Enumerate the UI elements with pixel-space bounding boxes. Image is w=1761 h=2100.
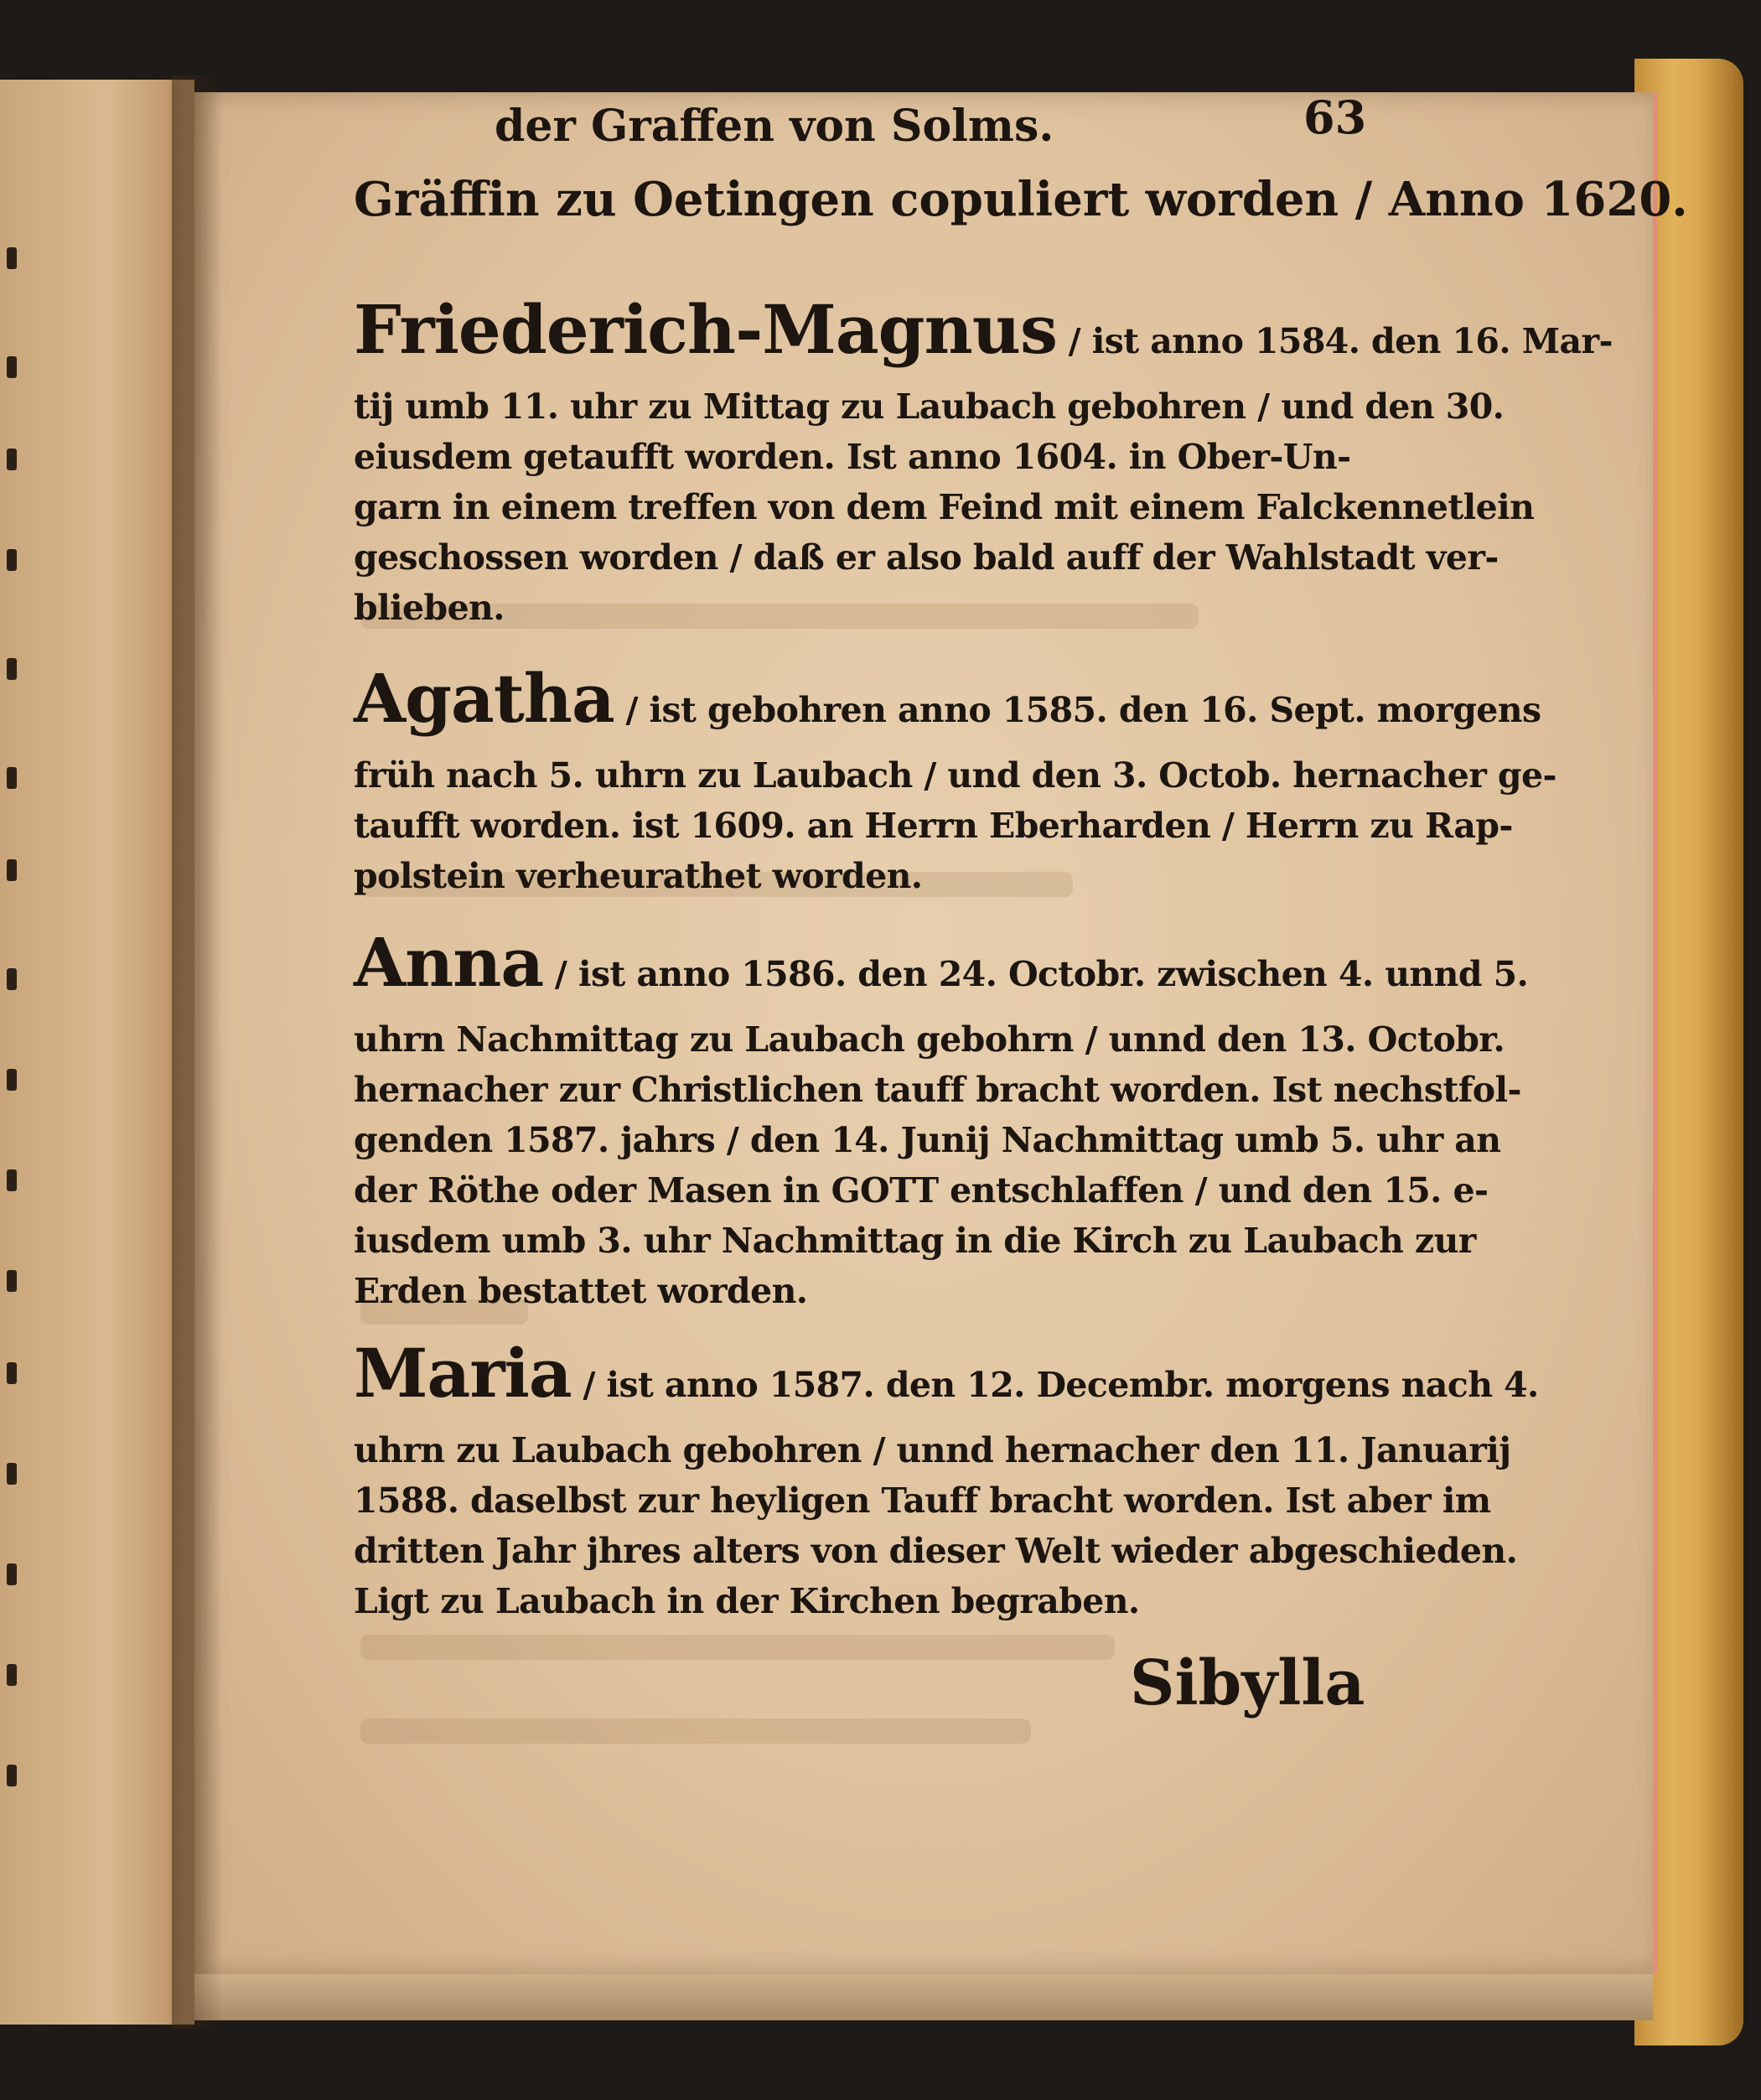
entry-first-line: [354, 1333, 1539, 1425]
entry-line: Ligt zu Laubach in der Kirchen begraben.: [354, 1581, 1140, 1621]
entry-line: iusdem umb 3. uhr Nachmittag in die Kirch zu Laubach zur: [354, 1221, 1476, 1261]
entry-line: uhrn Nachmittag zu Laubach gebohrn / unnd den 13. Octobr.: [354, 1019, 1505, 1060]
entry-name: Anna: [354, 923, 544, 1002]
entry-name: Agatha: [354, 659, 614, 738]
entry-line: / ist gebohren anno 1585. den 16. Sept. morgens: [625, 690, 1541, 730]
page-number: 63: [1303, 91, 1367, 144]
entry-line: geschossen worden / daß er also bald auff der Wahlstadt ver-: [354, 537, 1499, 578]
running-title: der Graffen von Solms.: [495, 101, 1054, 152]
left-page-text-fragments: [0, 80, 34, 2025]
entry-agatha: [354, 658, 1556, 901]
entry-line: tij umb 11. uhr zu Mittag zu Laubach gebohren / und den 30.: [354, 386, 1505, 427]
entry-line: eiusdem getaufft worden. Ist anno 1604. in Ober-Un-: [354, 437, 1351, 477]
entry-line: / ist anno 1584. den 16. Mar-: [1068, 321, 1613, 361]
entry-line: garn in einem treffen von dem Feind mit einem Falckennetlein: [354, 487, 1535, 527]
show-through: [360, 1635, 1115, 1660]
entry-first-line: [354, 289, 1613, 381]
entry-line: / ist anno 1587. den 12. Decembr. morgens nach 4.: [583, 1365, 1539, 1405]
entry-line: dritten Jahr jhres alters von dieser Welt wieder abgeschieden.: [354, 1531, 1518, 1571]
gutter-shadow: [172, 75, 222, 2029]
page-bottom-edge: [194, 1974, 1653, 2020]
entry-line: Erden bestattet worden.: [354, 1271, 808, 1311]
entry-name: Maria: [354, 1334, 572, 1413]
show-through: [360, 1719, 1031, 1744]
intro-line: Gräffin zu Oetingen copuliert worden / Anno 1620.: [354, 172, 1688, 227]
entry-line: 1588. daselbst zur heyligen Tauff bracht worden. Ist aber im: [354, 1480, 1491, 1521]
entry-name: Friederich-Magnus: [354, 290, 1057, 369]
entry-first-line: [354, 658, 1541, 750]
entry-line: früh nach 5. uhrn zu Laubach / und den 3. Octob. hernacher ge-: [354, 755, 1556, 796]
entry-first-line: [354, 922, 1529, 1014]
entry-friederich-magnus: [354, 289, 1613, 633]
entry-line: der Röthe oder Masen in GOTT entschlaffen / und den 15. e-: [354, 1170, 1489, 1211]
entry-line: blieben.: [354, 588, 505, 628]
catchword: Sibylla: [1130, 1647, 1365, 1719]
entry-line: hernacher zur Christlichen tauff bracht worden. Ist nechstfol-: [354, 1070, 1521, 1110]
entry-line: genden 1587. jahrs / den 14. Junij Nachmittag umb 5. uhr an: [354, 1120, 1501, 1160]
entry-maria: [354, 1333, 1539, 1626]
entry-line: taufft worden. ist 1609. an Herrn Eberharden / Herrn zu Rap-: [354, 806, 1513, 846]
entry-line: / ist anno 1586. den 24. Octobr. zwischen 4. unnd 5.: [554, 954, 1529, 994]
entry-line: polstein verheurathet worden.: [354, 856, 923, 896]
entry-anna: [354, 922, 1529, 1316]
entry-line: uhrn zu Laubach gebohren / unnd hernacher den 11. Januarij: [354, 1430, 1511, 1470]
